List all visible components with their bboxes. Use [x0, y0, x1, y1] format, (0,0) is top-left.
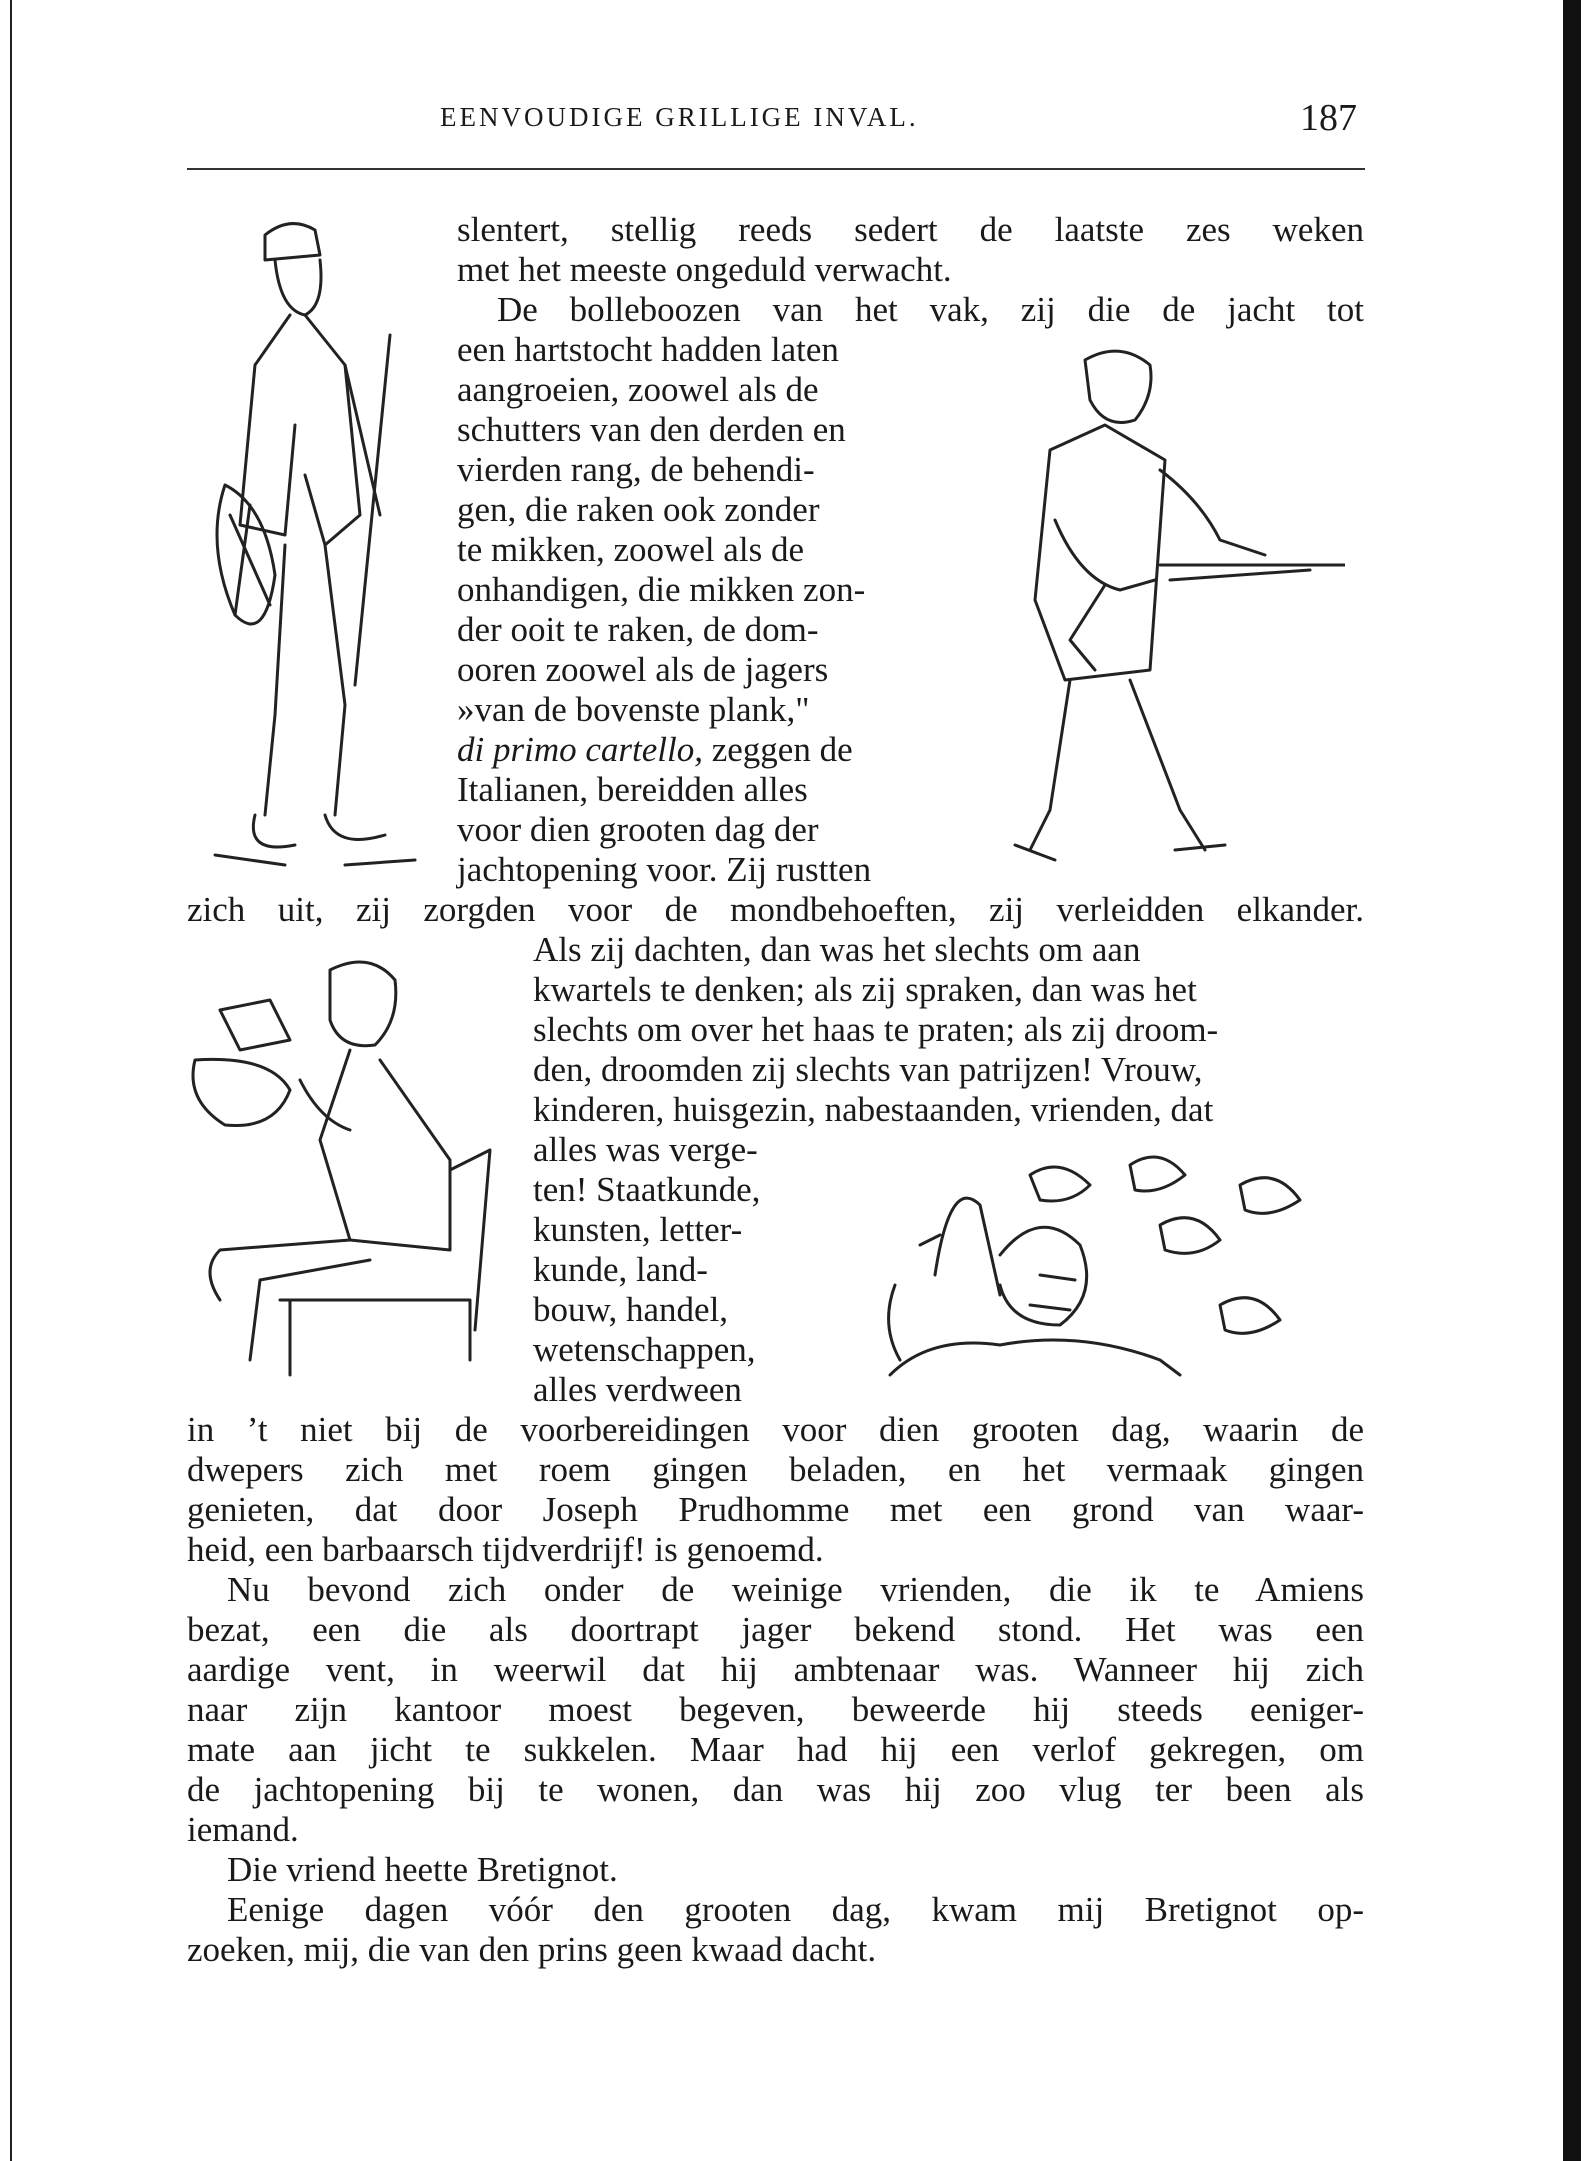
text-line: schutters van den derden en: [457, 410, 846, 449]
text-line: kunde, land-: [533, 1250, 708, 1289]
text-line: alles verdween: [533, 1370, 742, 1409]
text-line: ooren zoowel als de jagers: [457, 650, 829, 689]
text-line: wetenschappen,: [533, 1330, 756, 1369]
text-line: een hartstocht hadden laten: [457, 330, 839, 369]
text-line-rest: zeggen de: [702, 730, 853, 769]
text-line: Die vriend heette Bretignot.: [227, 1850, 618, 1889]
text-line: mate aan jicht te sukkelen. Maar had hij een verlof gekregen, om: [187, 1730, 1364, 1769]
sleeper-dreaming-illustration: [800, 1145, 1360, 1390]
text-line: Nu bevond zich onder de weinige vrienden, die ik te Amiens: [227, 1570, 1364, 1609]
text-line: aangroeien, zoowel als de: [457, 370, 819, 409]
text-line: Als zij dachten, dan was het slechts om aan: [533, 930, 1141, 969]
text-line: heid, een barbaarsch tijdverdrijf! is genoemd.: [187, 1530, 824, 1569]
text-line: den, droomden zij slechts van patrijzen! Vrouw,: [533, 1050, 1203, 1089]
text-line: aardige vent, in weerwil dat hij ambtenaar was. Wanneer hij zich: [187, 1650, 1364, 1689]
scan-left-edge: [10, 0, 12, 2161]
text-line: ten! Staatkunde,: [533, 1170, 761, 1209]
hunter-with-gun-illustration: [1010, 340, 1345, 880]
text-line: iemand.: [187, 1810, 299, 1849]
header-rule: [187, 168, 1365, 170]
text-line: dwepers zich met roem gingen beladen, en het vermaak gingen: [187, 1450, 1364, 1489]
seated-man-eating-illustration: [180, 950, 510, 1380]
text-line: kinderen, huisgezin, nabestaanden, vrienden, dat: [533, 1090, 1214, 1129]
text-line: gen, die raken ook zonder: [457, 490, 820, 529]
text-line: »van de bovenste plank,": [457, 690, 810, 729]
text-line: Eenige dagen vóór den grooten dag, kwam mij Bretignot op-: [227, 1890, 1364, 1929]
text-line: onhandigen, die mikken zon-: [457, 570, 866, 609]
hunter-standing-illustration: [195, 215, 435, 875]
text-line: kwartels te denken; als zij spraken, dan was het: [533, 970, 1197, 1009]
text-line: bouw, handel,: [533, 1290, 729, 1329]
text-line: der ooit te raken, de dom-: [457, 610, 819, 649]
text-line: slechts om over het haas te praten; als zij droom-: [533, 1010, 1219, 1049]
page-number: 187: [1300, 97, 1357, 139]
text-line: vierden rang, de behendi-: [457, 450, 815, 489]
italic-phrase: di primo cartello,: [457, 730, 703, 769]
text-line: naar zijn kantoor moest begeven, beweerde hij steeds eeniger-: [187, 1690, 1364, 1729]
text-line: voor dien grooten dag der: [457, 810, 819, 849]
text-line: kunsten, letter-: [533, 1210, 743, 1249]
text-line: Italianen, bereidden alles: [457, 770, 808, 809]
text-line: de jachtopening bij te wonen, dan was hij zoo vlug ter been als: [187, 1770, 1364, 1809]
text-line: bezat, een die als doortrapt jager bekend stond. Het was een: [187, 1610, 1364, 1649]
text-line: in ’t niet bij de voorbereidingen voor dien grooten dag, waarin de: [187, 1410, 1364, 1449]
text-line: jachtopening voor. Zij rustten: [457, 850, 872, 889]
text-line: [457, 730, 853, 770]
text-line: te mikken, zoowel als de: [457, 530, 804, 569]
running-head: EENVOUDIGE GRILLIGE INVAL.: [440, 102, 919, 132]
text-line: De bolleboozen van het vak, zij die de jacht tot: [497, 290, 1364, 329]
text-line: zich uit, zij zorgden voor de mondbehoeften, zij verleidden elkander.: [187, 890, 1364, 929]
scan-right-edge: [1563, 0, 1581, 2161]
text-line: alles was verge-: [533, 1130, 758, 1169]
text-line: zoeken, mij, die van den prins geen kwaad dacht.: [187, 1930, 877, 1969]
text-line: slentert, stellig reeds sedert de laatste zes weken: [457, 210, 1364, 249]
text-line: genieten, dat door Joseph Prudhomme met een grond van waar-: [187, 1490, 1364, 1529]
text-line: met het meeste ongeduld verwacht.: [457, 250, 952, 289]
